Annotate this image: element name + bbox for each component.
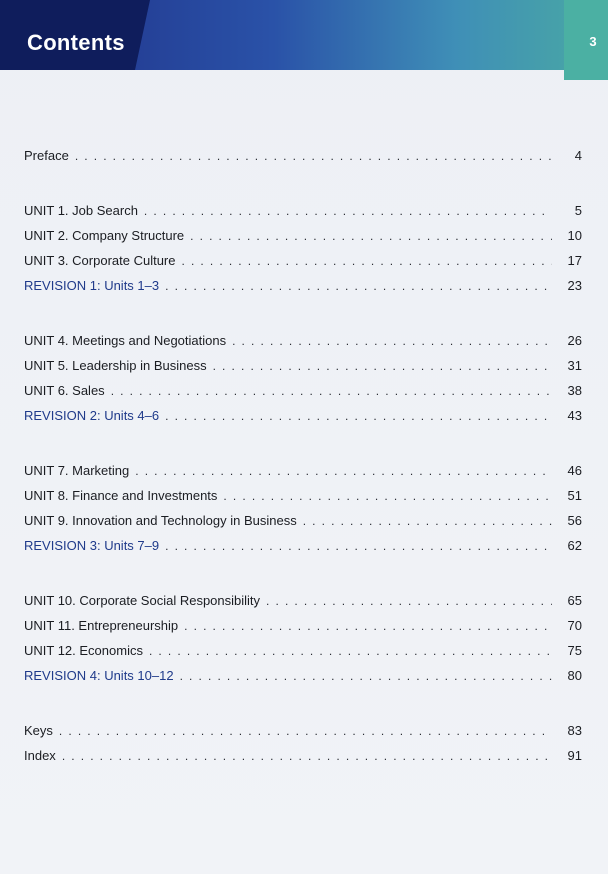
toc-entry-label: UNIT 7. Marketing: [24, 463, 130, 478]
toc-entry-label: Index: [24, 748, 56, 763]
toc-entry-page-number: 5: [574, 203, 582, 218]
toc-entry-page-number: 70: [567, 618, 582, 633]
toc-gap: [24, 303, 582, 333]
toc-entry-page-number: 46: [567, 463, 582, 478]
toc-group-preface: [24, 148, 582, 173]
toc-entry-page-number: 75: [567, 643, 582, 658]
toc-group-units-4-6: [24, 333, 582, 433]
toc-entry-label: UNIT 9. Innovation and Technology in Business: [24, 513, 297, 528]
toc-group-appendix: [24, 723, 582, 773]
toc-entry[interactable]: [24, 333, 582, 358]
toc-entry-label: REVISION 1: Units 1–3: [24, 278, 160, 293]
toc-leader-dots: [232, 334, 552, 348]
toc-entry-label: UNIT 8. Finance and Investments: [24, 488, 218, 503]
page-title: Contents: [27, 30, 125, 55]
toc-entry[interactable]: [24, 748, 582, 773]
toc-leader-dots: [111, 384, 552, 398]
toc-entry-label: UNIT 2. Company Structure: [24, 228, 185, 243]
toc-entry[interactable]: [24, 723, 582, 748]
toc-leader-dots: [62, 749, 552, 763]
toc-entry[interactable]: [24, 383, 582, 408]
toc-entry[interactable]: [24, 668, 582, 693]
toc-leader-dots: [135, 464, 552, 478]
toc-entry-page-number: 43: [567, 408, 582, 423]
toc-entry[interactable]: [24, 513, 582, 538]
toc-entry-page-number: 91: [567, 748, 582, 763]
toc-entry[interactable]: [24, 538, 582, 563]
page-number: 3: [589, 34, 597, 49]
toc-entry-page-number: 4: [574, 148, 582, 163]
toc-entry[interactable]: [24, 228, 582, 253]
toc-leader-dots: [213, 359, 552, 373]
toc-entry-label: UNIT 1. Job Search: [24, 203, 138, 218]
toc-entry[interactable]: [24, 148, 582, 173]
toc-leader-dots: [165, 409, 552, 423]
toc-leader-dots: [165, 279, 552, 293]
toc-gap: [24, 173, 582, 203]
toc-entry[interactable]: [24, 488, 582, 513]
toc-leader-dots: [182, 254, 553, 268]
toc-leader-dots: [149, 644, 552, 658]
toc-entry-label: UNIT 12. Economics: [24, 643, 143, 658]
toc-leader-dots: [180, 669, 552, 683]
toc-gap: [24, 433, 582, 463]
toc-entry-label: REVISION 4: Units 10–12: [24, 668, 174, 683]
toc-entry-label: UNIT 10. Corporate Social Responsibility: [24, 593, 261, 608]
toc-entry-label: REVISION 3: Units 7–9: [24, 538, 160, 553]
toc-entry-page-number: 17: [567, 253, 582, 268]
toc-leader-dots: [184, 619, 552, 633]
toc-entry[interactable]: [24, 358, 582, 383]
toc-entry-page-number: 80: [567, 668, 582, 683]
toc-entry-page-number: 10: [567, 228, 582, 243]
toc-entry-page-number: 56: [567, 513, 582, 528]
toc-leader-dots: [223, 489, 552, 503]
toc-entry-page-number: 51: [567, 488, 582, 503]
table-of-contents: [24, 148, 582, 773]
toc-entry-label: UNIT 4. Meetings and Negotiations: [24, 333, 227, 348]
toc-entry[interactable]: [24, 593, 582, 618]
toc-leader-dots: [190, 229, 552, 243]
toc-leader-dots: [144, 204, 552, 218]
toc-leader-dots: [266, 594, 552, 608]
toc-leader-dots: [59, 724, 552, 738]
toc-entry-label: UNIT 11. Entrepreneurship: [24, 618, 179, 633]
toc-group-units-1-3: [24, 203, 582, 303]
toc-entry-page-number: 62: [567, 538, 582, 553]
toc-entry[interactable]: [24, 463, 582, 488]
toc-entry[interactable]: [24, 253, 582, 278]
toc-leader-dots: [75, 149, 552, 163]
toc-entry-label: REVISION 2: Units 4–6: [24, 408, 160, 423]
toc-entry-page-number: 23: [567, 278, 582, 293]
toc-entry-page-number: 31: [567, 358, 582, 373]
toc-entry-page-number: 83: [567, 723, 582, 738]
toc-gap: [24, 693, 582, 723]
toc-entry-label: UNIT 6. Sales: [24, 383, 105, 398]
toc-entry-label: Keys: [24, 723, 53, 738]
toc-entry-page-number: 65: [567, 593, 582, 608]
toc-leader-dots: [303, 514, 552, 528]
toc-entry[interactable]: [24, 618, 582, 643]
toc-leader-dots: [165, 539, 552, 553]
toc-entry[interactable]: [24, 203, 582, 228]
toc-entry-page-number: 26: [567, 333, 582, 348]
toc-entry-label: Preface: [24, 148, 69, 163]
toc-group-units-7-9: [24, 463, 582, 563]
toc-entry-label: UNIT 5. Leadership in Business: [24, 358, 207, 373]
toc-entry-page-number: 38: [567, 383, 582, 398]
toc-entry[interactable]: [24, 408, 582, 433]
toc-entry[interactable]: [24, 278, 582, 303]
toc-group-units-10-12: [24, 593, 582, 693]
toc-gap: [24, 563, 582, 593]
toc-entry[interactable]: [24, 643, 582, 668]
toc-entry-label: UNIT 3. Corporate Culture: [24, 253, 176, 268]
